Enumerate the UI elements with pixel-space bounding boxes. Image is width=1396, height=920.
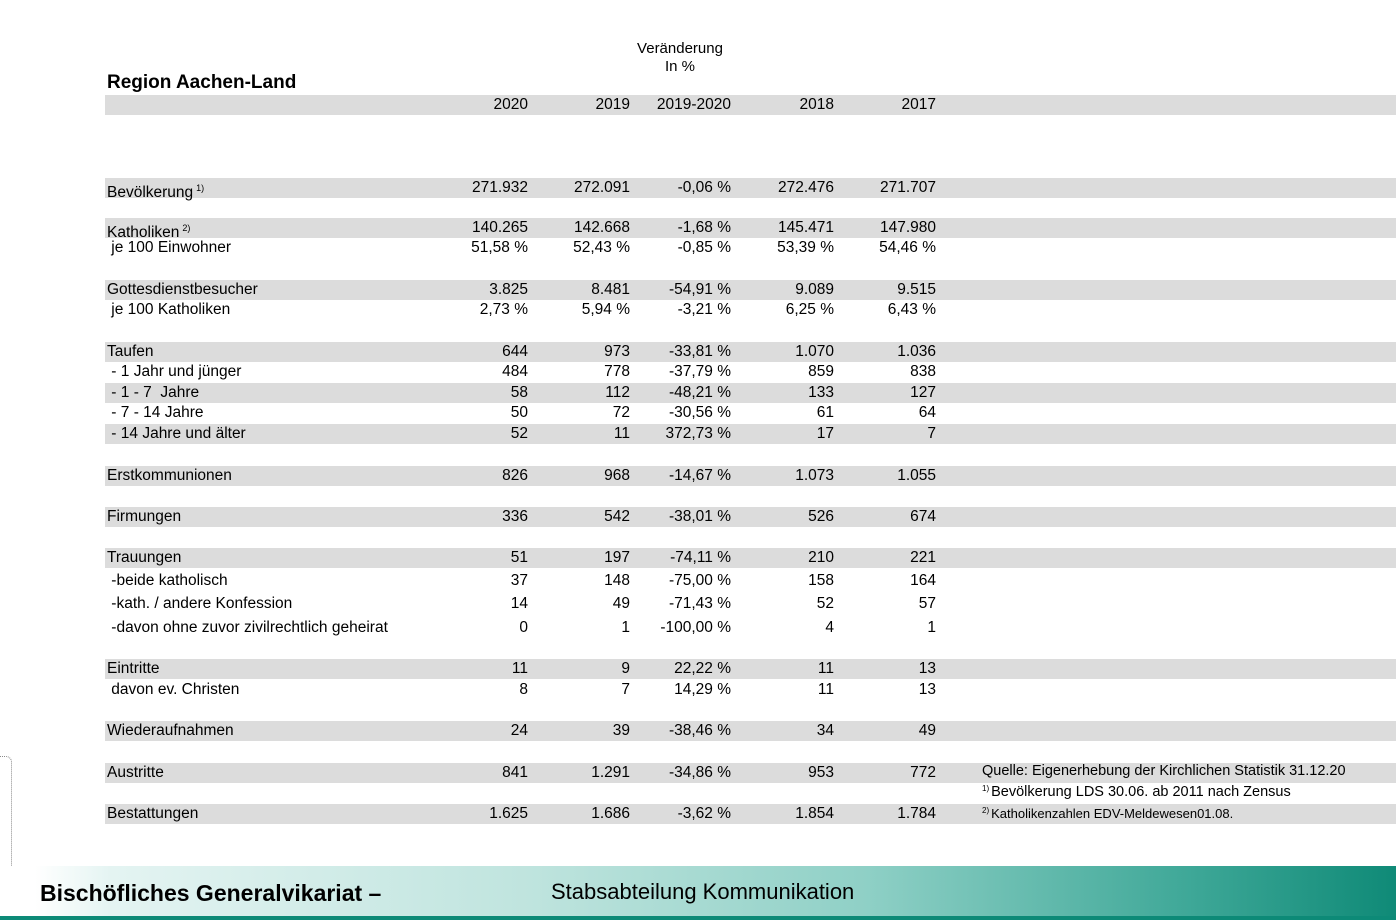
cell-2018: 859: [808, 363, 834, 380]
cell-2019-2020: -38,46 %: [668, 722, 731, 739]
cell-2017: 1.784: [897, 805, 936, 822]
cell-2020: 826: [502, 467, 528, 484]
cell-2020: 3.825: [489, 281, 528, 298]
cell-2018: 953: [808, 764, 834, 781]
table-row: [0, 403, 1396, 423]
cell-2019-2020: -54,91 %: [668, 281, 731, 298]
row-label: Katholiken: [107, 224, 180, 241]
cell-2019-2020: -48,21 %: [668, 384, 731, 401]
cell-2019: 778: [604, 363, 630, 380]
table-row: [0, 218, 1396, 241]
cell-2017: 164: [910, 572, 936, 589]
cell-2020: 8: [519, 681, 528, 698]
row-footnote-mark: 2): [182, 223, 191, 233]
table-row: [0, 342, 1396, 362]
table-row: [0, 680, 1396, 700]
cell-2019-2020: -0,06 %: [677, 179, 731, 196]
cell-2017: 127: [910, 384, 936, 401]
cell-2018: 17: [816, 425, 834, 442]
cell-2017: 49: [918, 722, 936, 739]
cell-2019-2020: 22,22 %: [674, 660, 731, 677]
cell-2019-2020: -33,81 %: [668, 343, 731, 360]
row-footnote-mark: 1): [196, 183, 205, 193]
cell-2019-2020: -75,00 %: [668, 572, 731, 589]
cell-2020: 140.265: [471, 219, 528, 236]
cell-2018: 272.476: [777, 179, 834, 196]
cell-2020: 271.932: [471, 179, 528, 196]
cell-2018: 526: [808, 508, 834, 525]
cell-2020: 841: [502, 764, 528, 781]
footnote-1-mark: 1): [982, 784, 990, 793]
cell-2019-2020: -74,11 %: [670, 549, 731, 566]
cell-2020: 51: [510, 549, 528, 566]
cell-2019: 5,94 %: [581, 301, 630, 318]
table-row: [0, 238, 1396, 258]
table-row: [0, 300, 1396, 320]
row-label: -beide katholisch: [107, 572, 228, 589]
cell-2019: 272.091: [573, 179, 630, 196]
footer-title: Bischöfliches Generalvikariat –: [40, 880, 382, 906]
cell-2018: 158: [808, 572, 834, 589]
cell-2020: 37: [510, 572, 528, 589]
row-label: Trauungen: [107, 549, 182, 566]
source-note: Quelle: Eigenerhebung der Kirchlichen Statistik 31.12.20: [982, 763, 1346, 779]
row-label: Bevölkerung: [107, 184, 194, 201]
cell-2019: 542: [604, 508, 630, 525]
cell-2019-2020: -37,79 %: [668, 363, 731, 380]
cell-2017: 838: [910, 363, 936, 380]
cell-2019: 148: [604, 572, 630, 589]
footnote-1: [982, 784, 1291, 800]
cell-2020: 14: [510, 595, 528, 612]
cell-2019: 52,43 %: [573, 239, 630, 256]
column-header-row: [0, 95, 1396, 115]
row-label: - 1 - 7 Jahre: [107, 384, 200, 401]
cell-2019-2020: -38,01 %: [668, 508, 731, 525]
cell-2020: 24: [510, 722, 528, 739]
row-label: Austritte: [107, 764, 164, 781]
cell-2017: 221: [910, 549, 936, 566]
cell-2019-2020: -34,86 %: [668, 764, 731, 781]
cell-2018: 145.471: [777, 219, 834, 236]
cell-2019-2020: -30,56 %: [668, 404, 731, 421]
cell-2017: 13: [918, 681, 936, 698]
row-label: - 7 - 14 Jahre: [107, 404, 204, 421]
table-row: [0, 721, 1396, 741]
cell-2017: 271.707: [879, 179, 936, 196]
cell-2017: 7: [927, 425, 936, 442]
cell-2017: 772: [910, 764, 936, 781]
cell-2020: 51,58 %: [471, 239, 528, 256]
cell-2017: 54,46 %: [879, 239, 936, 256]
row-label: -kath. / andere Konfession: [107, 595, 293, 612]
cell-2020: 2,73 %: [479, 301, 528, 318]
cell-2020: 0: [519, 619, 528, 636]
cell-2019-2020: -3,21 %: [677, 301, 731, 318]
cell-2018: 11: [817, 660, 834, 677]
cell-2019-2020: 14,29 %: [674, 681, 731, 698]
footnote-2: [982, 806, 1233, 822]
cell-2019-2020: -100,00 %: [660, 619, 731, 636]
cell-2019: 8.481: [591, 281, 630, 298]
column-header: 2019: [595, 96, 630, 113]
cell-2020: 52: [510, 425, 528, 442]
cell-2017: 1.055: [897, 467, 936, 484]
cell-2019-2020: 372,73 %: [665, 425, 731, 442]
column-header: 2018: [799, 96, 834, 113]
cell-2018: 1.070: [795, 343, 834, 360]
footnote-2-text: Katholikenzahlen EDV-Meldewesen01.08.: [991, 806, 1234, 821]
cell-2019: 7: [621, 681, 630, 698]
cell-2019: 11: [613, 425, 630, 442]
cell-2018: 9.089: [795, 281, 834, 298]
cell-2018: 34: [816, 722, 834, 739]
cell-2018: 6,25 %: [785, 301, 834, 318]
row-label: Gottesdienstbesucher: [107, 281, 258, 298]
cell-2017: 13: [918, 660, 936, 677]
cell-2019: 197: [604, 549, 630, 566]
table-row: [0, 571, 1396, 591]
cell-2019: 973: [604, 343, 630, 360]
table-row: [0, 594, 1396, 614]
cell-2018: 210: [808, 549, 834, 566]
footer-rule: [0, 916, 1396, 920]
cell-2020: 11: [511, 660, 528, 677]
table-row: [0, 362, 1396, 382]
cell-2019: 72: [612, 404, 630, 421]
footer-department: Stabsabteilung Kommunikation: [551, 879, 855, 904]
cell-2018: 53,39 %: [777, 239, 834, 256]
row-label: je 100 Katholiken: [107, 301, 231, 318]
table-row: [0, 424, 1396, 444]
row-label: Wiederaufnahmen: [107, 722, 234, 739]
table-row: [0, 507, 1396, 527]
cell-2018: 11: [817, 681, 834, 698]
cell-2019: 142.668: [573, 219, 630, 236]
cell-2017: 1.036: [897, 343, 936, 360]
cell-2020: 644: [502, 343, 528, 360]
cell-2019: 9: [621, 660, 630, 677]
cell-2020: 58: [510, 384, 528, 401]
cell-2017: 6,43 %: [887, 301, 936, 318]
cell-2020: 336: [502, 508, 528, 525]
cell-2019-2020: -1,68 %: [677, 219, 731, 236]
change-header-line2: In %: [664, 58, 695, 75]
row-label: Taufen: [107, 343, 154, 360]
cell-2018: 61: [816, 404, 834, 421]
row-label: -davon ohne zuvor zivilrechtlich geheirat: [107, 619, 388, 636]
row-label: - 14 Jahre und älter: [107, 425, 246, 442]
cell-2020: 484: [502, 363, 528, 380]
cell-2017: 64: [918, 404, 936, 421]
table-row: [0, 659, 1396, 679]
row-label: Firmungen: [107, 508, 182, 525]
row-label: Bestattungen: [107, 805, 199, 822]
region-title: Region Aachen-Land: [107, 72, 297, 93]
row-label: Erstkommunionen: [107, 467, 232, 484]
cell-2019: 49: [612, 595, 630, 612]
row-label: je 100 Einwohner: [107, 239, 232, 256]
cell-2020: 1.625: [489, 805, 528, 822]
column-header: 2020: [493, 96, 528, 113]
footnote-1-text: Bevölkerung LDS 30.06. ab 2011 nach Zensus: [991, 784, 1291, 800]
table-row: [0, 178, 1396, 201]
cell-2019-2020: -14,67 %: [668, 467, 731, 484]
row-label-wrapper: [107, 178, 204, 203]
cell-2017: 57: [918, 595, 936, 612]
cell-2019: 1.686: [591, 805, 630, 822]
cell-2017: 147.980: [879, 219, 936, 236]
cell-2019: 968: [604, 467, 630, 484]
column-header: 2019-2020: [656, 96, 731, 113]
cell-2020: 50: [510, 404, 528, 421]
table-row: [0, 618, 1396, 638]
cell-2018: 4: [825, 619, 834, 636]
cell-2019-2020: -0,85 %: [677, 239, 731, 256]
table-row: [0, 383, 1396, 403]
cell-2018: 133: [808, 384, 834, 401]
row-label: - 1 Jahr und jünger: [107, 363, 242, 380]
footnote-2-mark: 2): [982, 806, 990, 815]
cell-2019-2020: -71,43 %: [668, 595, 731, 612]
cell-2018: 1.073: [795, 467, 834, 484]
cell-2019: 1.291: [591, 764, 630, 781]
change-header-line1: Veränderung: [637, 40, 723, 57]
cell-2019-2020: -3,62 %: [677, 805, 731, 822]
cell-2017: 9.515: [897, 281, 936, 298]
column-header: 2017: [901, 96, 936, 113]
table-row: [0, 280, 1396, 300]
cell-2017: 674: [910, 508, 936, 525]
table-row: [0, 466, 1396, 486]
table-row: [0, 548, 1396, 568]
cell-2019: 112: [605, 384, 630, 401]
cell-2017: 1: [927, 619, 936, 636]
row-label: Eintritte: [107, 660, 160, 677]
row-label: davon ev. Christen: [107, 681, 240, 698]
change-column-header: [620, 40, 740, 76]
cell-2019: 1: [621, 619, 630, 636]
cell-2018: 52: [816, 595, 834, 612]
cell-2019: 39: [612, 722, 630, 739]
cell-2018: 1.854: [795, 805, 834, 822]
